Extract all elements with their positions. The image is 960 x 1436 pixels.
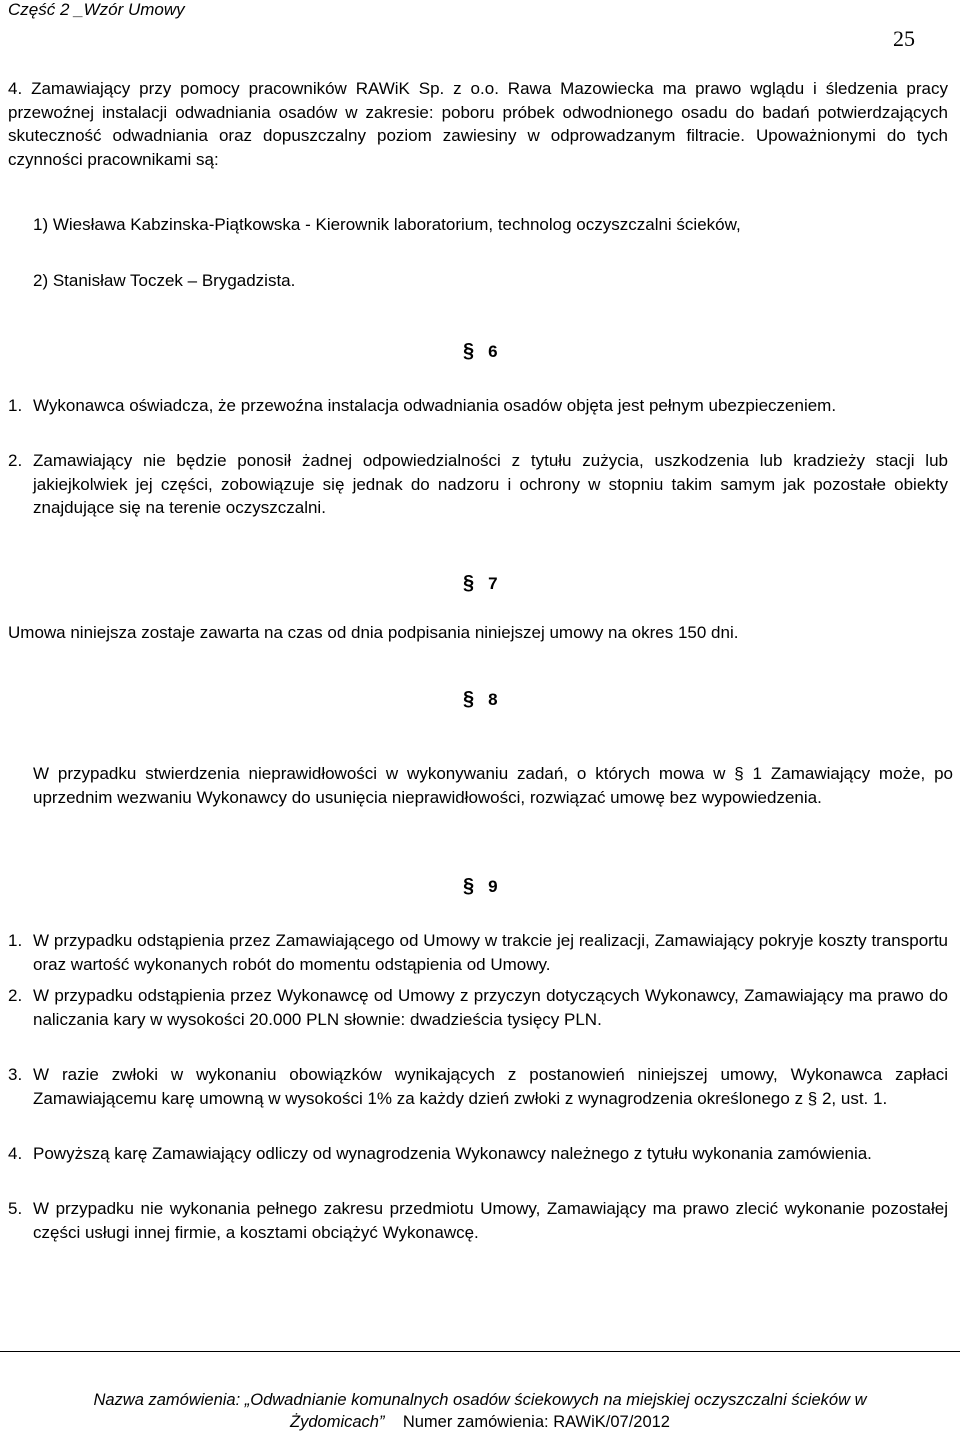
- item-number: 2.: [8, 986, 23, 1005]
- list-item: [8, 449, 948, 520]
- footer-divider: [0, 1351, 960, 1352]
- section-number: 6: [488, 342, 498, 361]
- footer-order-number: Numer zamówienia: RAWiK/07/2012: [402, 1413, 670, 1431]
- section-8-heading: [463, 688, 498, 711]
- section-7-heading: [463, 572, 498, 595]
- item-number: 3.: [8, 1065, 23, 1084]
- item-text: W razie zwłoki w wykonaniu obowiązków wynikających z postanowień niniejszej umowy, Wykonawca zapłaci Zamawiającemu karę umowną w wysokości 1% za każdy dzień zwłoki z wynagrodzenia określonego z § 2, ust. 1.: [33, 1065, 948, 1108]
- section-8-text: W przypadku stwierdzenia nieprawidłowości w wykonywaniu zadań, o których mowa w § 1 Zamawiający może, po uprzednim wezwaniu Wykonawcy do usunięcia nieprawidłowości, rozwiązać umowę bez wypowiedzenia.: [33, 764, 953, 807]
- section-number: 9: [488, 877, 498, 896]
- item-text: Powyższą karę Zamawiający odliczy od wynagrodzenia Wykonawcy należnego z tytułu wykonania zamówienia.: [33, 1144, 872, 1163]
- item-number: 4.: [8, 1144, 23, 1163]
- footer-line-1: Nazwa zamówienia: „Odwadnianie komunalnych osadów ściekowych na miejskiej oczyszczalni ścieków w: [93, 1391, 867, 1409]
- section-symbol: §: [463, 688, 475, 710]
- item-text: Zamawiający nie będzie ponosił żadnej odpowiedzialności z tytułu zużycia, uszkodzenia lub kradzieży stacji lub jakiejkolwiek jej części, zobowiązuje się jednak do nadzoru i ochrony w stopniu takim samym jak pozostałe obiekty znajdujące się na terenie oczyszczalni.: [33, 451, 948, 517]
- section-7-text: Umowa niniejsza zostaje zawarta na czas od dnia podpisania niniejszej umowy na okres 150 dni.: [8, 623, 739, 642]
- item-number: 5.: [8, 1199, 23, 1218]
- section-symbol: §: [463, 572, 475, 594]
- list-item: [8, 1142, 948, 1166]
- list-item: [8, 929, 948, 976]
- list-item: [8, 1197, 948, 1244]
- item-text: W przypadku nie wykonania pełnego zakresu przedmiotu Umowy, Zamawiający ma prawo zlecić wykonanie pozostałej części usługi innej firmie, a kosztami obciążyć Wykonawcę.: [33, 1199, 948, 1242]
- person-2: 2) Stanisław Toczek – Brygadzista.: [33, 271, 296, 290]
- item-text: W przypadku odstąpienia przez Wykonawcę od Umowy z przyczyn dotyczących Wykonawcy, Zamawiający ma prawo do naliczania kary w wysokości 20.000 PLN słownie: dwadzieścia tysięcy PLN.: [33, 986, 948, 1029]
- item-text: Wykonawca oświadcza, że przewoźna instalacja odwadniania osadów objęta jest pełnym ubezpieczeniem.: [33, 396, 837, 415]
- footer-line-2: [0, 1413, 960, 1432]
- section-9-heading: [463, 875, 498, 898]
- list-item: [8, 394, 948, 418]
- person-1: 1) Wiesława Kabzinska-Piątkowska - Kierownik laboratorium, technolog oczyszczalni ścieków,: [33, 215, 741, 234]
- page-number: 25: [893, 26, 915, 51]
- item-text: W przypadku odstąpienia przez Zamawiającego od Umowy w trakcie jej realizacji, Zamawiający pokryje koszty transportu oraz wartość wykonanych robót do momentu odstąpienia od Umowy.: [33, 931, 948, 974]
- footer-place: Żydomicach”: [290, 1413, 385, 1431]
- list-item: [8, 1063, 948, 1110]
- document-header-title: Część 2 _Wzór Umowy: [8, 0, 185, 19]
- section-symbol: §: [463, 875, 475, 897]
- section-number: 8: [488, 690, 498, 709]
- item-number: 1.: [8, 931, 23, 950]
- list-item: [8, 984, 948, 1031]
- section-symbol: §: [463, 340, 475, 362]
- item-number: 1.: [8, 396, 23, 415]
- section-6-heading: [463, 340, 498, 363]
- item-number: 2.: [8, 451, 23, 470]
- section-number: 7: [488, 574, 498, 593]
- paragraph-4: 4. Zamawiający przy pomocy pracowników RAWiK Sp. z o.o. Rawa Mazowiecka ma prawo wglądu i śledzenia pracy przewoźnej instalacji odwadniania osadów w zakresie: poboru próbek odwodnionego osadu do badań potwierdzających skuteczność odwadniania oraz dopuszczalny poziom zawiesiny w odprowadzanym filtracie. Upoważnionymi do tych czynności pracownikami są:: [8, 79, 948, 169]
